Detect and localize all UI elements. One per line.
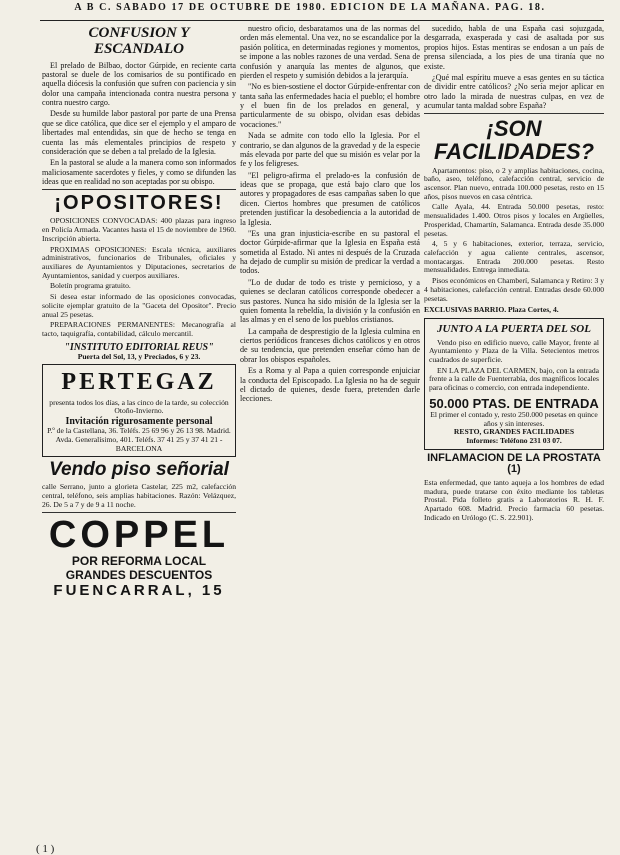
- ad-sol-price: 50.000 PTAS. DE ENTRADA: [429, 395, 599, 411]
- paragraph: "El peligro-afirma el prelado-es la confusión de ideas que se propaga, que está bajo claro que los autores y propagadores de esas campañas saben lo que dicen. Ciertos hombres que presumen de católicos pretenden justificar la desobediencia a la autoridad de la Iglesia.: [240, 170, 420, 227]
- paragraph: En la pastoral se alude a la manera como son informados maliciosamente sacerdotes y fieles, y como se difunden las ideas que en realidad no son aceptadas por su obispo.: [42, 158, 236, 186]
- pertegaz-barcelona: Avda. Generalísimo, 401. Teléfs. 37 41 25 y 37 41 21 - BARCELONA: [55, 434, 223, 453]
- paragraph: "Es una gran injusticia-escribe en su pastoral el doctor Gúrpide-afirmar que la Iglesia en España está sometida al Estado. Ni antes ni después de la Cruzada ha dejado de cumplir su misión de predicar la verdad a todos.: [240, 228, 420, 276]
- paragraph: El prelado de Bilbao, doctor Gúrpide, en reciente carta pastoral se duele de los comisarios de su pontificado en aquella diócesis la confusión que sufren con paciencia y sin dolor una campaña intencionada contra nuestra persona y contra nuestro cargo.: [42, 60, 236, 107]
- paragraph: Vendo piso en edificio nuevo, calle Mayor, frente al Ayuntamiento y Plaza de la Villa. Setecientos metros cuadrados de superficie.: [429, 337, 599, 365]
- headline-confusion: CONFUSION Y ESCANDALO: [88, 25, 190, 57]
- paragraph: Si desea estar informado de las oposiciones convocadas, solicite ejemplar gratuito de la "Gaceta del Opositor". Precio anual 25 pesetas.: [42, 292, 236, 319]
- paragraph: Boletín programa gratuito.: [50, 281, 131, 291]
- paragraph: OPOSICIONES CONVOCADAS: 400 plazas para ingreso en Policía Armada. Vacantes hasta el 15 de noviembre de 1960. Inscripción abierta.: [42, 216, 236, 243]
- ad-institute-address: Puerta del Sol, 13, y Preciados, 6 y 23.: [77, 351, 201, 361]
- ad-piso-text: calle Serrano, junto a glorieta Castelar, 225 m2, calefacción central, teléfono, seis amplias habitaciones. Razón: Velázquez, 26. De 5 a 7 y de 9 a 11 noche.: [42, 482, 236, 509]
- paragraph: Desde su humilde labor pastoral por parte de una Prensa que se dice católica, que dice ser el ejemplo y el amparo de libertades mal entendidas, sin que de hecho se tenga en cuenta las más elementales principios de respeto y consideración que se deben a tal prelado de la Iglesia.: [42, 109, 236, 156]
- article-continuation: [240, 24, 420, 404]
- paragraph: Apartamentos: piso, o 2 y amplias habitaciones, cocina, baño, aseo, teléfono, calefacción central, servicio de ascensor. Plan nuevo, entrada 100.000 pesetas, resto en 15 años, pisos nuevos en casa céntrica.: [424, 165, 604, 201]
- paragraph: La campaña de desprestigio de la Iglesia culmina en ciertos periódicos franceses dichos católicos y en otros de su tendencia, que pretenden enseñar cómo han de obrar los obispos españoles.: [240, 326, 420, 364]
- ad-facilidades-text: [424, 167, 604, 304]
- ad-coppel-descuentos: GRANDES DESCUENTOS: [65, 568, 213, 583]
- paragraph: 4, 5 y 6 habitaciones, exterior, terraza, servicio, calefacción y agua caliente centrales, ascensor, montacargas. Entrada 200.000 pesetas. Resto mensualidades. Entrega inmediata.: [424, 239, 604, 275]
- ad-piso-title: Vendo piso señorial: [49, 459, 229, 481]
- paragraph: sucedido, habla de una España casi sojuzgada, desgarrada, exasperada y casi de asaltada por sus propios hijos. Estas mentiras se endosan a un país de prensa silenciada, a los pies de una tiranía que no existe.: [424, 24, 604, 71]
- column-3: [424, 24, 604, 841]
- pertegaz-invite: Invitación rigurosamente personal: [65, 416, 213, 428]
- paragraph: "Lo de dudar de todo es triste y pernicioso, y a quienes se declaran católicos corresponde obedecer a sus pastores. Nunca ha sido misión de la Iglesia ser la quien fomenta la rebeldía, la división y la confusión en las almas y en el seno de los pueblos cristianos.: [240, 277, 420, 325]
- article-end: [424, 24, 604, 110]
- pertegaz-schedule: presenta todos los días, a las cinco de la tarde, su colección Otoño-Invierno.: [49, 397, 229, 416]
- paragraph: Nada se admite con todo ello la Iglesia. Por el contrario, se dan algunos de la gravedad y de la especie más elevada por parte del que su misión es velar por la fe y los feligreses.: [240, 131, 420, 169]
- ad-pertegaz: [42, 364, 236, 457]
- column-1: [42, 24, 236, 841]
- divider: [424, 113, 604, 114]
- column-2: [240, 24, 420, 841]
- ad-sol-phone: Informes: Teléfono 231 03 07.: [466, 436, 562, 446]
- paragraph: Pisos económicos en Chamberí, Salamanca y Retiro: 3 y 4 habitaciones, calefacción central. Entradas desde 60.000 pesetas.: [424, 276, 604, 303]
- ad-facilidades-footer: EXCLUSIVAS BARRIO. Plaza Cortes, 4.: [424, 305, 559, 315]
- header-rule: [40, 20, 604, 21]
- divider: [42, 512, 236, 513]
- ad-puerta-sol: [424, 318, 604, 450]
- ad-facilidades-title: ¡SON FACILIDADES?: [433, 116, 595, 165]
- ad-institute-name: "INSTITUTO EDITORIAL REUS": [64, 341, 214, 353]
- page-header: A B C. SABADO 17 DE OCTUBRE DE 1980. EDICION DE LA MAÑANA. PAG. 18.: [74, 2, 546, 13]
- ad-sol-text: [429, 339, 599, 393]
- ad-coppel-reforma: POR REFORMA LOCAL: [71, 554, 207, 569]
- divider: [42, 189, 236, 190]
- ad-coppel-address: FUENCARRAL, 15: [53, 582, 225, 600]
- ad-opositores-text: [42, 217, 236, 338]
- footer-mark: ( 1 ): [36, 843, 55, 855]
- ad-prostata-title: INFLAMACION DE LA PROSTATA (1): [427, 451, 601, 476]
- paragraph: PREPARACIONES PERMANENTES: Mecanografía al tacto, taquigrafía, contabilidad, cálculo mercantil.: [42, 320, 236, 338]
- ad-opositores-title: ¡OPOSITORES!: [54, 192, 224, 215]
- ad-sol-resto: RESTO, GRANDES FACILIDADES: [453, 427, 575, 437]
- pertegaz-madrid: P.º de la Castellana, 36. Teléfs. 25 69 96 y 26 13 98. Madrid.: [47, 426, 231, 436]
- paragraph: "No es bien-sostiene el doctor Gúrpide-enfrentar con tanta saña las enfermedades hacia el pueblo; el hombre y el buen fin de los prelados en general, y particularmente de su obispo, olvidan esas debidas vocaciones.": [240, 82, 420, 129]
- paragraph: Calle Ayala, 44. Entrada 50.000 pesetas, resto: mensualidades 1.400. Otros pisos y locales en Argüelles, Prosperidad, Chamartín, Salamanca. Entrada desde 35.000 pesetas.: [424, 202, 604, 238]
- ad-prostata-text: Esta enfermedad, que tanto aqueja a los hombres de edad madura, puede tratarse con éxito mediante los tabletas Prostal. Pida folleto gratis a Laboratorios R. H. F. Apartado 608. Madrid. Precio farmacia 60 pesetas. Indicado en Urólogo (C. S. 22.901).: [424, 477, 604, 522]
- paragraph: EN LA PLAZA DEL CARMEN, bajo, con la entrada frente a la calle de Fuenterrabía, dos magníficos locales para oficinas o comercio, con entrada independiente.: [429, 365, 599, 393]
- pertegaz-name: PERTEGAZ: [61, 369, 217, 396]
- ad-sol-price-note: El primer el contado y, resto 250.000 pesetas en quince años y sin intereses.: [430, 409, 598, 428]
- article-confusion: [42, 61, 236, 187]
- ad-coppel-name: COPPEL: [48, 514, 230, 557]
- paragraph: nuestro oficio, desbaratamos una de las normas del orden más elemental. Una vez, no se escandalice por la pasión política, en determinadas regiones y momentos, se impone a las nobles razones de una verdad. Sena de confusión y anarquía las mentes de algunos, que pierden el respeto y sumisión debidos a la jerarquía.: [240, 24, 420, 80]
- paragraph: PROXIMAS OPOSICIONES: Escala técnica, auxiliares administrativos, funcionarios de Tribunales, oficiales y auxiliares de Ayuntamientos y Diputaciones, secretarios de Ayuntamientos, sanidad y cuerpos auxiliares.: [42, 244, 236, 280]
- ad-sol-title: JUNTO A LA PUERTA DEL SOL: [437, 323, 591, 336]
- paragraph: ¿Qué mal espíritu mueve a esas gentes en su táctica de dividir entre católicos? ¿No sería mejor aplicar en otro lado la mirada de nuestras culpas, en vez de acumular tanta maldad sobre España?: [424, 72, 604, 110]
- paragraph: Es a Roma y al Papa a quien corresponde enjuiciar la conducta del Episcopado. La Iglesia no ha de seguir el dictado de quienes, desde fuera, pretenden darle lecciones.: [240, 366, 420, 404]
